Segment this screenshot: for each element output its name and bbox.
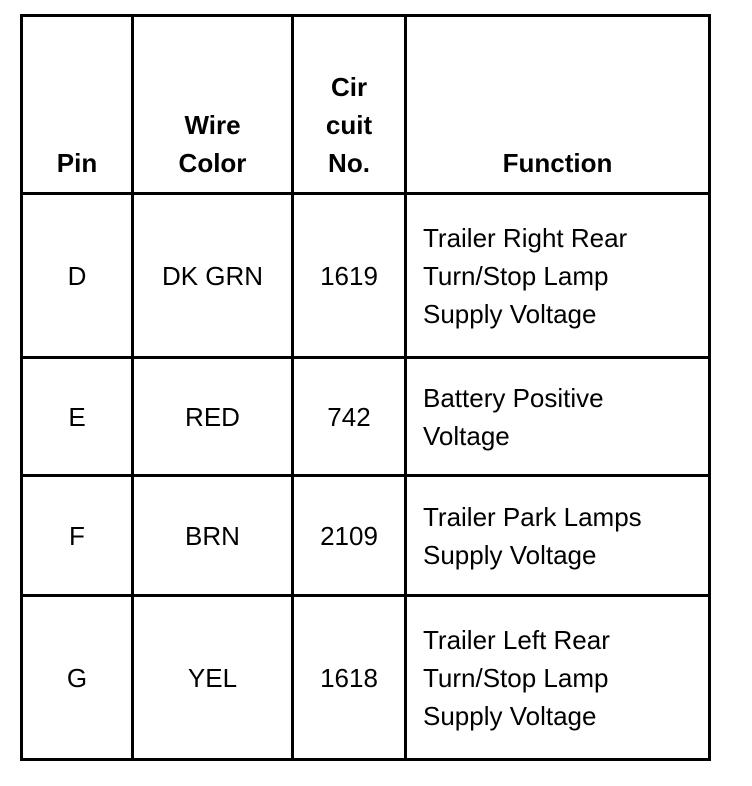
pin-cell: D (22, 194, 133, 358)
header-circuit-no-line: cuit (325, 110, 373, 140)
function-line: Turn/Stop Lamp (423, 662, 609, 693)
function-line: Battery Positive (423, 382, 604, 413)
header-circuit-no (293, 16, 406, 194)
function-cell (406, 596, 710, 760)
circuit-cell: 1619 (293, 194, 406, 358)
pin-cell: F (22, 476, 133, 596)
function-cell (406, 358, 710, 476)
function-line: Supply Voltage (423, 700, 597, 731)
header-wire-color (133, 16, 293, 194)
header-row (22, 16, 710, 194)
header-function (406, 16, 710, 194)
table-row (22, 596, 710, 760)
function-line: Voltage (423, 420, 510, 451)
function-line: Trailer Left Rear (423, 624, 610, 655)
function-cell (406, 194, 710, 358)
header-circuit-no-line: Cir (330, 72, 368, 102)
table-row (22, 358, 710, 476)
function-line: Trailer Right Rear (423, 222, 628, 253)
function-line: Trailer Park Lamps (423, 501, 642, 532)
header-pin (22, 16, 133, 194)
header-wire-color-line: Color (178, 148, 247, 178)
pin-table (20, 14, 711, 761)
function-line: Supply Voltage (423, 539, 597, 570)
table-row (22, 194, 710, 358)
header-wire-color-line: Wire (184, 110, 241, 140)
pin-cell: E (22, 358, 133, 476)
pin-cell: G (22, 596, 133, 760)
function-line: Supply Voltage (423, 298, 597, 329)
header-circuit-no-line: No. (328, 148, 370, 178)
wire-color-cell: DK GRN (133, 194, 293, 358)
wire-color-cell: YEL (133, 596, 293, 760)
circuit-cell: 1618 (293, 596, 406, 760)
function-line: Turn/Stop Lamp (423, 260, 609, 291)
table-row (22, 476, 710, 596)
circuit-cell: 742 (293, 358, 406, 476)
header-function-line: Function (502, 148, 613, 178)
wire-color-cell: BRN (133, 476, 293, 596)
circuit-cell: 2109 (293, 476, 406, 596)
function-cell (406, 476, 710, 596)
header-pin-line: Pin (56, 148, 98, 178)
wire-color-cell: RED (133, 358, 293, 476)
